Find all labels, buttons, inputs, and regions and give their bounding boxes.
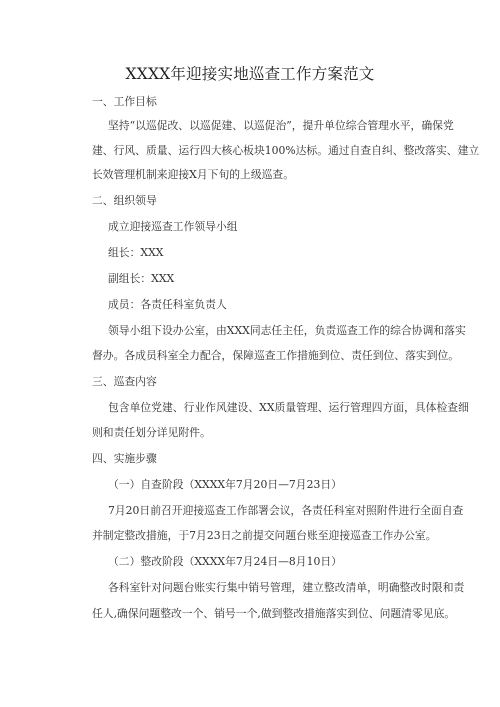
paragraph-line: 成立迎接巡查工作领导小组: [108, 220, 238, 233]
section-heading-steps: 四、实施步骤: [92, 452, 157, 465]
paragraph-line: 包含单位党建、行业作风建设、XX质量管理、运行管理四方面，具体检查细: [108, 401, 469, 414]
paragraph-line: 坚持“以巡促改、以巡促建、以巡促治”，提升单位综合管理水平，确保党: [108, 119, 454, 132]
paragraph-line: 长效管理机制来迎接X月下旬的上级巡查。: [92, 168, 295, 181]
paragraph-line: 成员：各责任科室负责人: [108, 298, 227, 311]
paragraph-line: 则和责任划分详见附件。: [92, 426, 211, 439]
section-heading-content: 三、巡查内容: [92, 375, 157, 388]
subsection-heading-rectification: （二）整改阶段（XXXX年7月24日—8月10日）: [108, 555, 342, 568]
paragraph-line: 7月20日前召开迎接巡查工作部署会议，各责任科室对照附件进行全面自查: [108, 504, 464, 517]
paragraph-line: 领导小组下设办公室，由XXX同志任主任，负责巡查工作的综合协调和落实: [108, 324, 466, 337]
paragraph-line: 副组长：XXX: [108, 272, 175, 285]
section-heading-leadership: 二、组织领导: [92, 194, 157, 207]
paragraph-line: 各科室针对问题台账实行集中销号管理，建立整改清单，明确整改时限和责: [108, 581, 465, 594]
paragraph-line: 任人,确保问题整改一个、销号一个,做到整改措施落实到位、问题清零见底。: [92, 607, 456, 620]
subsection-heading-self-check: （一）自查阶段（XXXX年7月20日—7月23日）: [108, 478, 342, 491]
document-title: XXXX年迎接实地巡查工作方案范文: [125, 65, 375, 83]
paragraph-line: 组长：XXX: [108, 246, 164, 259]
paragraph-line: 督办。各成员科室全力配合，保障巡查工作措施到位、责任到位、落实到位。: [92, 349, 460, 362]
paragraph-line: 并制定整改措施，于7月23日之前提交问题台账至迎接巡查工作办公室。: [92, 529, 437, 542]
paragraph-line: 建、行风、质量、运行四大核心板块100%达标。通过自查自纠、整改落实、建立: [92, 144, 480, 157]
section-heading-goal: 一、工作目标: [92, 95, 157, 108]
